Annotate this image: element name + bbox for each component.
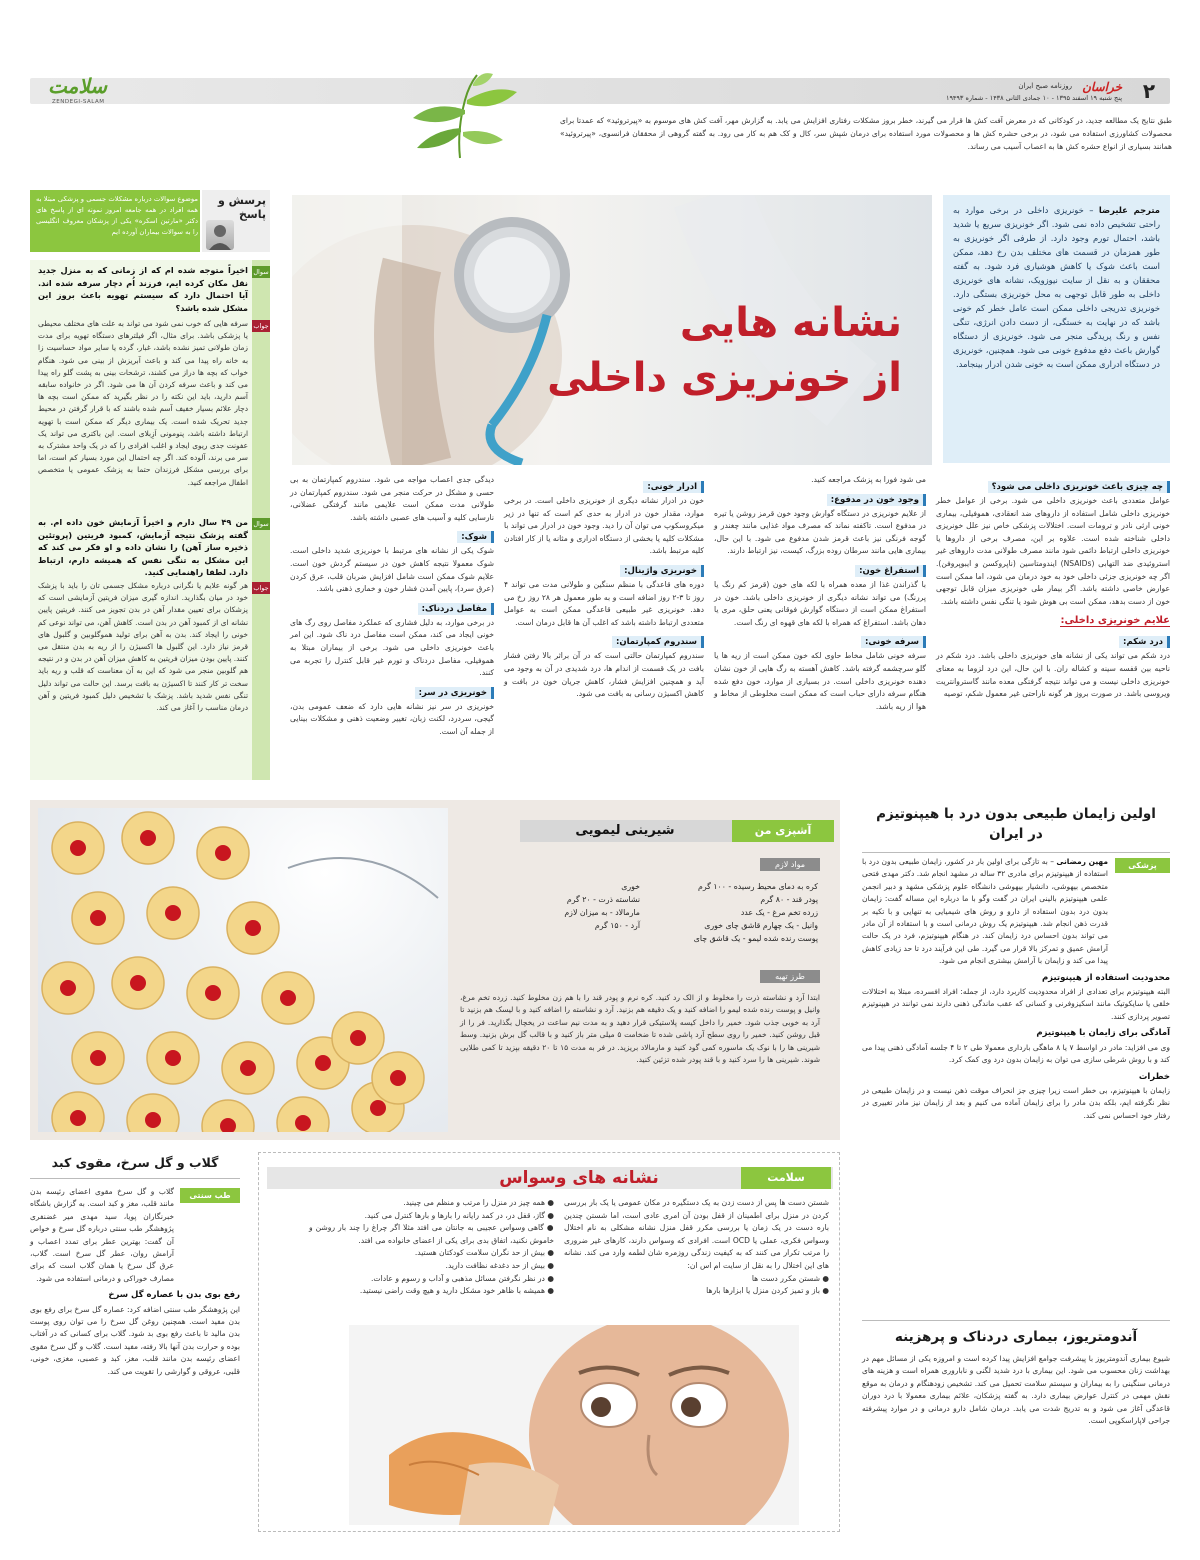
ocd-bullet: ● همه چیز در منزل را مرتب و منظم می چینید. — [403, 1198, 554, 1207]
c4-sub3: خونریزی در سر: — [415, 687, 494, 699]
ocd-title: نشانه های وسواس — [499, 1168, 659, 1188]
cookies-photo — [38, 808, 448, 1132]
paper-name: خراسان — [1082, 80, 1122, 94]
a1-label: جواب — [253, 322, 269, 330]
ingredient: وانیل - یک چهارم قاشق چای خوری — [704, 921, 818, 930]
golab-sub: رفع بوی بدن با عصاره گل سرخ — [108, 1290, 240, 1301]
section-logo-latin: ZENDEGI-SALAM — [52, 99, 105, 105]
zayman-text2: وی می افزاید: مادر در اواسط ۷ یا ۸ ماهگی بارداری معمولا طی ۲ تا ۴ جلسه آمادگی ذهنی پیدا می کند و با روش شرطی سازی می توان به زایمان بدون درد وی کمک کرد. — [862, 1042, 1171, 1065]
ocd-col-2 — [309, 1197, 554, 1298]
zayman-text: به تازگی برای اولین بار در کشور، زایمان طبیعی بدون درد با استفاده از هیپنوتیزم برای مادری ۳۲ ساله در مشهد انجام شد. دکتر مهدی فتحی متخصص بیهوشی، دانشیار بیهوشی دانشگاه علوم پزشکی مشهد و دبیر انجمن علمی هیپنوتیزم بالینی ایران در گفت وگو با ما درباره این مساله گفت: زایمان بدون درد بدون استفاده از دارو و روش های شیمیایی به تنهایی و با تکیه بر قدرت ذهن انجام شد. هیپنوتیزم یک روش درمانی است و با استفاده از آن مادر می تواند بدون احساس درد زایمان کند. در هنگام هیپنوتیزم، فرد در یک حالت آرامش عمیق و تمرکز بالا قرار می گیرد. طی این فرآیند درد تا حد زیادی کاهش پیدا می کند و زایمان با آرامش بیشتری انجام می شود. — [862, 857, 1109, 966]
c4-text2: شوک یکی از نشانه های مرتبط با خونریزی شدید داخلی است. شوک معمولا نتیجه کاهش خون در سیستم گردش خون است. علایم شوک ممکن است شامل افزایش ضربان قلب، عرق کردن (عرق سرد)، پایین آمدن فشار خون و خماری ذهنی باشد. — [290, 546, 494, 594]
q1-label: سوال — [253, 268, 269, 276]
hero-title-1: نشانه هایی — [679, 300, 902, 346]
endometriosis-title: آندومتریوز، بیماری دردناک و پرهزینه — [894, 1329, 1138, 1345]
c2-text2: از علایم خونریزی در دستگاه گوارش وجود خون قرمز روشن یا تیره در مدفوع است. تاکفته نماند که مصرف مواد غذایی مانند چغندر و گوجه فرنگی نیز باعث قرمز شدن مدفوع می شود. با این حال، بیماری هایی مانند سرطان روده بزرگ، کیست، نیز ارتباط دارند. — [714, 508, 926, 556]
zayman-title: اولین زایمان طبیعی بدون درد با هیپنوتیزم در ایران — [862, 800, 1170, 853]
c4-text: دیدگی جدی اعصاب مواجه می شود. سندروم کمپارتمان به بی حسی و مشکل در حرکت منجر می شود. سندروم کمپارتمان در طولانی مدت ممکن است علایمی مانند گرفتگی عضلانی، نارسایی کلیه و آسیب های عصبی داشته باشد. — [290, 475, 494, 522]
plant-icon — [395, 70, 525, 160]
ocd-bullet: ● بیش از حد نگران سلامت کودکتان هستید. — [414, 1248, 554, 1258]
col-3 — [504, 474, 704, 784]
hero-title-2: از خونریزی داخلی — [547, 355, 902, 401]
cookies-illustration — [38, 808, 448, 1132]
c2-text3: با گذراندن غذا از معده همراه با لکه های خون (قرمز کم رنگ یا پررنگ) می تواند نشانه دیگری از خونریزی داخلی باشد. خون در استفراغ ممکن است از دستگاه گوارش فوقانی یعنی حلق، مری یا دهان باشد. استفراغ که همراه با لکه های قهوه ای رنگ است. — [714, 579, 926, 627]
golab-article — [30, 1152, 240, 1532]
zayman-text3: زایمان با هیپنوتیزم، بی خطر است زیرا چیزی جز انحراف موقت ذهن نیست و در زایمان طبیعی در نظر نگرفته ایم، بلکه بدن مادر را برای زایمان آماده می کنیم و بعد از زایمان نیز مادر تغییری در رفتار خود احساس نمی کند. — [862, 1085, 1170, 1120]
qa-heading: پرسش و پاسخ — [217, 194, 266, 221]
zayman-sub3: خطرات — [1138, 1071, 1170, 1082]
a1-text: سرفه هایی که خوب نمی شود می تواند به علت های مختلف محیطی یا پزشکی باشد. برای مثال، اگر فیلترهای دستگاه تهویه برای مدت زمان طولانی تمیز نشده باشد، غبار، گرده یا سایر مواد حساسیت زا به خانه راه پیدا می کند و باعث آبریزش از بینی می شود. هنگام خواب که بچه ها دراز می کشند، ترشحات بینی به پشت گلو راه پیدا می کند و باعث سرفه کردن آن ها می شود. اگر در خانواده سابقه آسم دارید، باید این نکته را در نظر بگیرید که ممکن است بچه ها دچار علائم بسیار خفیف آسم شده باشند که با قرار گرفتن در محیط جدید تحریک شده است. یک بیماری دیگر که ممکن است با تهویه ارتباط داشته باشد، پنومونی اَزِبلای است. این باکتری می تواند یک عفونت جدی ریوی ایجاد و اغلب افرادی را که در یک واحد مشترک به سر می برند، آلوده کند. اگر چه احتمال این مورد بسیار کم است، اما برای بررسی مشکل فرزندان حتما به پزشک عمومی یا متخصص اطفال مراجعه کنید. — [38, 319, 248, 487]
qa-intro-box — [30, 190, 200, 252]
ocd-bullet: ● همیشه با ظاهر خود مشکل دارید و هیچ وقت راضی نیستید. — [359, 1286, 554, 1296]
zayman-article — [862, 800, 1170, 1210]
ing-col-1 — [648, 880, 818, 945]
golab-body — [30, 1186, 240, 1378]
c4-text3: در برخی موارد، به دلیل فشاری که عملکرد مفاصل روی رگ های خونی ایجاد می کند، ممکن است مفاصل درد ناک شود. این امر باعث خونریزی داخلی می شود. برخی از بیماران مبتلا به هموفیلی، مفاصل دردناک و تورم غیر قابل کنترل را تجربه می کنند. — [290, 617, 494, 678]
c3-sub3: سندروم کمپارتمان: — [612, 636, 704, 648]
ocd-col-1 — [564, 1197, 829, 1298]
cooking-section — [30, 800, 840, 1140]
q1-text: اخیراً متوجه شده ام که از زمانی که به منزل جدید نقل مکان کرده ایم، فرزند اُم دچار سرفه شده اند. آیا احتمال دارد که سیستم تهویه باعث بروز این مشکل شده باشد؟ — [38, 265, 248, 313]
ing-label: مواد لازم — [760, 858, 820, 871]
qa-heading-box — [202, 190, 270, 252]
person-icon — [206, 220, 234, 250]
c2-sub2: استفراغ خون: — [855, 565, 926, 577]
golab-tag: طب سنتی — [180, 1188, 240, 1203]
q2-text: من ۴۹ سال دارم و اخیراً آزمایش خون داده ام. به گفته پزشک نتیجه آزمایش، کمبود فریتین (پروتئین ذخیره ساز آهن) را نشان داده و او فکر می کند که این مشکل به تنگی نفس که همیشه دارم، ارتباط دارد. لطفا راهنمایی کنید. — [38, 517, 248, 577]
ingredient: نشاسته ذرت - ۲۰ گرم — [566, 895, 640, 904]
ocd-bullet: ● باز و تمیز کردن منزل یا ابزارها بارها — [706, 1286, 829, 1296]
qa-sidebar — [30, 190, 270, 780]
ingredient: آرد - ۱۵۰ گرم — [594, 921, 640, 930]
ingredient: پوست رنده شده لیمو - یک قاشق چای — [693, 934, 818, 943]
date-line: پنج شنبه ۱۹ اسفند ۱۳۹۵ - ۱۰ جمادی الثانی ۱۴۳۸ - شماره ۱۹۴۹۳ — [945, 94, 1122, 102]
lead-box: مترجم علیرضا – خونریزی داخلی در برخی موارد به راحتی تشخیص داده نمی شود. اگر خونریزی سریع یا شدید باشد، احتمال تورم وجود دارد. از طرفی اگر خونریزی به طور همزمان در قسمت های مختلف بدن رخ دهد، ممکن است باعث شوک یا کاهش هوشیاری فرد شود. به گفته محققان و به نقل از سایت نیوزویک، نشانه های خونریزی داخلی به طور قابل توجهی به محل خونریزی بستگی دارد. خونریزی تدریجی داخلی ممکن است عامل خطر کم خونی باشد که در نهایت به خستگی، از دست دادن انرژی، تنگی نفس و رنگ پریدگی منجر می شود. خونریزی از دستگاه گوارش باعث دفع مدفوع خونی می شود. همچنین، خونریزی در دستگاه ادراری ممکن است به خونی شدن ادرار بینجامد. — [943, 195, 1170, 463]
lead-byline: مترجم علیرضا — [1098, 205, 1160, 215]
zayman-byline: مهین رمضانی — [1056, 857, 1109, 866]
page-number: ۲ — [1142, 79, 1156, 103]
col-2 — [714, 474, 926, 784]
ocd-bullet: ● گاز، قفل در، در کمد رایانه را بارها و بارها کنترل می کنید. — [364, 1210, 554, 1220]
ingredient: خوری — [621, 882, 640, 891]
golab-text2: این پژوهشگر طب سنتی اضافه کرد: عصاره گل سرخ برای رفع بوی بدن مفید است. همچنین روغن گل سرخ را می توان روی پوست بدن مالید تا باعث رفع بوی بد شود. گلاب برای کسانی که در آفتاب بوده و حرارت بدن آنها بالا رفته، مفید است. گلاب و گل سرخ مقوی اعضای رئیسه بدن مانند قلب، مغز، کبد و عصبی، مغزی، خونی، قلبی، عروقی و گوارشی را تقویت می کند. — [30, 1304, 240, 1376]
c1-text2: درد شکم می تواند یکی از نشانه های خونریزی داخلی باشد. درد شکم در ناحیه بین قفسه سینه و کشاله ران. با این حال، این درد لزوما به معنای خونریزی داخلی نیست و می تواند نتیجه گرفتگی معده مانند گاستروانتریت ویروسی باشد. در صورت بروز هر گونه ناراحتی غیر معمول شکم، توصیه — [936, 651, 1170, 699]
endometriosis-text: شیوع بیماری آندومتریوز با پیشرفت جوامع افزایش پیدا کرده است و امروزه یکی از مسائل مهم در بهداشت زنان محسوب می شود. این بیماری با درد شدید لگنی و ناباروری همراه است و هزینه های درمانی سنگینی را به بیماران و سیستم سلامت تحمیل می کند. تشخیص زودهنگام و درمان به موقع نقش مهمی در کنترل عوارض بیماری دارد. به گفته پزشکان، علائم بیماری معمولا با درد دوران قاعدگی آغاز می شود و به تدریج شدت می یابد. درمان شامل دارو درمانی و در موارد پیشرفته جراحی لاپاراسکوپی است. — [862, 1354, 1170, 1426]
paper-sub: روزنامه صبح ایران — [1018, 82, 1072, 90]
method-label: طرز تهیه — [760, 970, 820, 983]
c3-sub2: خونریزی واژینال: — [620, 565, 704, 577]
cooking-tag: آشپزی من — [732, 820, 834, 842]
ingredient: زرده تخم مرغ - یک عدد — [740, 908, 818, 917]
ing-col-2 — [520, 880, 640, 932]
hero-image — [292, 195, 932, 465]
ocd-bullet: ● در نظر نگرفتن مسائل مذهبی و آداب و رسوم و عادات. — [371, 1273, 554, 1283]
c1-sign: علایم خونریزی داخلی: — [1060, 615, 1170, 627]
c4-sub2: مفاصل دردناک: — [418, 603, 494, 615]
c3-text2: دوره های قاعدگی با منظم سنگین و طولانی مدت می تواند ۴ روز تا ۳-۲ روز اضافه است و به طور معمول هر ۲۸ روز رخ می دهد. خونریزی غیر طبیعی قاعدگی ممکن است به عوامل متعددی ارتباط داشته باشد که اغلب آن ها قابل درمان است. — [504, 579, 704, 627]
c1-text: عوامل متعددی باعث خونریزی داخلی می شود. برخی از عوامل خطر خونریزی داخلی شامل استفاده از داروهای ضد انعقادی، هموفیلی، بیماری خونی ارثی نادر و ترومات است. اختلالات پزشکی خاص نیز علل خونریزی داخلی شناخته شده است. علاوه بر این، مصرف برخی از داروها یا خونریزی داخلی ارتباط دائمی شود مانند مصرف طولانی مدت داروهای غیر استروئیدی ضد التهابی (NSAIDs) ایندومتاسین (ناپروکسن و ایبوپروفن). اگر چه خونریزی جزئی داخلی خود به خود درمان می شود، اما ممکن است عوارض خاصی داشته باشد. اگر بیمار طی خونریزی میزان قابل توجهی خون از دست بدهد، ممکن است بی هوش شود یا تنگی نفس داشته باشد. — [936, 496, 1170, 606]
ocd-bullet: ● شستن مکرر دست ها — [751, 1273, 829, 1283]
c2-text4: سرفه خونی شامل مخاط حاوی لکه خون ممکن است از ریه ها یا گلو سرچشمه گرفته باشد. کاهش آهسته به رگ هایی از خون نشان دهنده خونریزی داخلی است. در بسیاری از موارد، خون دفع شده هنگام سرفه دارای حباب است که ممکن است مخلوطی از مخاط و هوا از ریه باشد. — [714, 651, 926, 711]
ocd-photo — [349, 1325, 799, 1525]
c3-sub: ادرار خونی: — [643, 481, 704, 493]
ocd-bullet: ● گاهی وسواس عجیبی به جانتان می افتد مثلا اگر چراغ را چند بار روشن و خاموش نکنید، اتفاق بدی برای یکی از اعضای خانواده می افتد. — [309, 1223, 554, 1245]
masthead — [30, 72, 1170, 110]
section-logo — [30, 72, 140, 110]
ocd-bullet: ● بیش از حد دغدغه نظافت دارید. — [445, 1260, 554, 1270]
ingredient: پودر قند - ۸۰ گرم — [760, 895, 818, 904]
endometriosis-article — [862, 1320, 1170, 1535]
lead-text: خونریزی داخلی در برخی موارد به راحتی تشخیص داده نمی شود. اگر خونریزی سریع یا شدید باشد، احتمال تورم وجود دارد. از طرفی اگر خونریزی به طور همزمان در قسمت های مختلف بدن رخ دهد، ممکن است باعث شوک یا کاهش هوشیاری فرد شود. به گفته محققان و به نقل از سایت نیوزویک، نشانه های خونریزی داخلی به طور قابل توجهی به محل خونریزی بستگی دارد. خونریزی تدریجی داخلی ممکن است عامل خطر کم خونی باشد که در نهایت به خستگی، از دست دادن انرژی، تنگی نفس و رنگ پریدگی منجر می شود. خونریزی از دستگاه گوارش باعث دفع مدفوع خونی می شود. همچنین، خونریزی در دستگاه ادراری ممکن است به خونی شدن ادرار بینجامد. — [953, 205, 1160, 369]
c3-text3: سندروم کمپارتمان حالتی است که در آن براثر بالا رفتن فشار بافت در یک قسمت از اندام ها، درد شدیدی در آن به وجود می آید و همچنین افزایش فشار، کاهش جریان خون در بافت و کاهش اکسیژن رسانی به بافت می شود. — [504, 651, 704, 699]
c1-sub2: درد شکم: — [1119, 636, 1170, 648]
c4-sub: شوک: — [457, 531, 494, 543]
a2-label: جواب — [253, 584, 269, 592]
zayman-text1: البته هیپنوتیزم برای تعدادی از افراد محدودیت کاربرد دارد، از جمله: افراد افسرده، مبتلا به اختلالات خلقی یا سایکوتیک مانند اسکیزوفرنی و کسانی که عقب ماندگی ذهنی دارند نمی توانند در هیپنوتیزم تصویر پردازی کنند. — [862, 987, 1170, 1021]
zayman-sub1: محدودیت استفاده از هیپنوتیزم — [1041, 972, 1170, 983]
method-text: ابتدا آرد و نشاسته ذرت را مخلوط و از الک رد کنید. کره نرم و پودر قند را با هم زن مخلوط کنید. زرده تخم مرغ، وانیل و پوست رنده شده لیمو را اضافه کنید و یک دقیقه هم بزنید. آرد و نشاسته را اضافه کنید و با لیسک هم بزنید تا آرد به خوبی جذب شود. خمیر را داخل کیسه پلاستیکی قرار دهید و به مدت نیم ساعت در یخچال بگذارید. فر را از قبل روشن کنید. خمیر را روی سطح آرد پاشی شده تا ضخامت ۵ میلی متر باز کنید و با قالب گل برش بزنید. وسط شیرینی ها را با نوک یک ماسوره کمی گود کنید و مارمالاد بریزید. در فر به مدت ۱۵ تا ۲۰ دقیقه بپزید تا کمی طلایی شوند. شیرینی ها را سرد کنید و با قند پودر شده تزئین کنید. — [460, 993, 821, 1065]
section-logo-text: سلامت — [48, 74, 108, 98]
c2-sub: وجود خون در مدفوع: — [827, 494, 926, 506]
doctor-avatar — [206, 220, 234, 250]
zayman-sub2: آمادگی برای زایمان با هیپنوتیزم — [1036, 1028, 1170, 1039]
ocd-col1-text: شستن دست ها پس از دست زدن به یک دستگیره در مکان عمومی یا یک بار بررسی کردن در منزل برای اطمینان از قفل بودن آن امری عادی است، اما شستن چندین باره دست در یک زمان یا بررسی مکرر قفل منزل نشانه مشکلی به نام اختلال وسواس فکری، عملی یا OCD است. افرادی که وسواس دارند، کارهای غیر ضروری را مرتب تکرار می کنند که به کیفیت زندگی روزمره شان لطمه وارد می کند. نشانه های این اختلال را به نقل از سایت ام اس ان: — [564, 1198, 829, 1270]
ingredient: کره به دمای محیط رسیده - ۱۰۰ گرم — [698, 882, 818, 891]
col-1 — [936, 474, 1170, 784]
c4-text4: خونریزی در سر نیز نشانه هایی دارد که ضعف عمومی بدن، گیجی، سردرد، لکنت زبان، تغییر وضعیت ذهنی و مشکلات بینایی از جمله آن است. — [290, 701, 494, 736]
c2-sub3: سرفه خونی: — [861, 636, 926, 648]
ocd-tag: سلامت — [741, 1167, 831, 1189]
q2-label: سوال — [253, 520, 269, 528]
intro-text: طبق نتایج یک مطالعه جدید، در کودکانی که در معرض آفت کش ها قرار می گیرند، خطر بروز مشکلات رفتاری افزایش می یابد. به گزارش مهر، آفت کش های موسوم به «پیرتروئید» که عمدتا برای محصولات کشاورزی استفاده می شود، در برخی حشره کش ها و محصولات مورد استفاده برای درمان شپش سر، کال و کک هم به کار می رود. به گفته گروهی از محققان فرانسوی، «پیرتروئید» همانند بسیاری از انواع حشره کش ها به اعصاب آسیب می رساند. — [560, 116, 1172, 151]
man-cleaning-illustration — [349, 1325, 799, 1525]
c2-text: می شود فورا به پزشک مراجعه کنید. — [811, 475, 926, 484]
c1-sub: چه چیزی باعث خونریزی داخلی می شود؟ — [988, 481, 1170, 493]
c3-text: خون در ادرار نشانه دیگری از خونریزی داخلی است. در برخی موارد، مقدار خون در ادرار به حدی کم است که تنها در زیر میکروسکوپ می توان آن را دید. وجود خون در ادرار می تواند با مشکلات کلیه یا بخشی از دستگاه ادراری و مثانه یا از کار افتادن کلیه مرتبط باشد. — [504, 496, 704, 556]
col-4 — [290, 474, 494, 784]
zayman-tag: پزشکی — [1115, 858, 1170, 873]
zayman-body: مهین رمضانی – به تازگی برای اولین بار در کشور، زایمان طبیعی بدون درد با استفاده از هیپنوتیزم برای مادری ۳۲ ساله در مشهد انجام شد. دکتر مهدی فتحی متخصص بیهوشی، دانشیار بیهوشی دانشگاه علوم پزشکی مشهد و دبیر انجمن علمی هیپنوتیزم بالینی ایران در گفت وگو با ما درباره این مساله گفت: زایمان بدون درد بدون استفاده از دارو و روش های شیمیایی به تنهایی و با تکیه بر قدرت ذهن انجام شد. هیپنوتیزم یک روش درمانی است و با استفاده از آن مادر می تواند بدون احساس درد زایمان کند. در هنگام هیپنوتیزم، فرد در یک حالت آرامش عمیق و تمرکز بالا قرار می گیرد. طی این فرآیند درد تا حد زیادی کاهش پیدا می کند و زایمان با آرامش بیشتری انجام می شود. محدودیت استفاده از هیپنوتیزم البته هیپنوتیزم برای تعدادی از افراد محدودیت کاربرد دارد، از جمله: افراد افسرده، مبتلا به اختلالات خلقی یا سایکوتیک مانند اسکیزوفرنی و کسانی که عقب ماندگی ذهنی دارند نمی توانند در هیپنوتیزم تصویر پردازی کنند. آمادگی برای زایمان با هیپنوتیزم وی می افزاید: مادر در اواسط ۷ یا ۸ ماهگی بارداری معمولا طی ۲ تا ۴ جلسه آمادگی ذهنی پیدا می کند و با روش شرطی سازی می توان به زایمان بدون درد وی کمک کرد. خطرات زایمان با هیپنوتیزم، بی خطر است زیرا چیزی جز انحراف موقت ذهن نیست و در زایمان طبیعی در نظر نگرفته ایم، بلکه بدن مادر را برای زایمان آماده می کنیم و بعد از زایمان نیز مادر تغییری در رفتار خود احساس نمی کند. — [862, 856, 1170, 1122]
a2-text: هر گونه علایم یا نگرانی درباره مشکل جسمی تان را باید با پزشک خود در میان بگذارید. اندازه گیری میزان فریتین آزمایشی است که پزشکان برای تعیین مقدار آهن در بدن تجویز می کنند. فریتین پایین نشانه ای از کمبود آهن در بدن است. کاهش آهن، می تواند نوعی کم خونی را ایجاد کند. بدن به آهن برای تولید هموگلوبین و گلبول های قرمز نیاز دارد. این گلبول ها اکسیژن را از ریه به بدن منتقل می کنند. پایین بودن میزان فریتین به کاهش میزان آهن در بدن و در نتیجه هم گلوبین منجر می شود که این به آن معناست که قلب و ریه باید سخت تر کار کنند تا اکسیژن به بافت برسد. این حالت می تواند دلیل تنگی نفس شدید باشد. پزشک با تشخیص دلیل کمبود فریتین و آهن درمان مناسب را آغاز می کند. — [38, 581, 248, 713]
golab-title: گلاب و گل سرخ، مقوی کبد — [30, 1152, 240, 1179]
ingredient: مارمالاد - به میزان لازم — [564, 908, 640, 917]
qa-intro: موضوع سوالات درباره مشکلات جسمی و پزشکی مبتلا به همه افراد در همه جامعه امروز نمونه ای از پاسخ های دکتر «مارتین اسکره» یکی از پزشکان معروف انگلیسی را به سوالات بیماران آورده ایم — [36, 195, 198, 236]
ocd-article — [258, 1152, 840, 1532]
golab-text: گلاب و گل سرخ مقوی اعضای رئیسه بدن مانند قلب، مغز و کبد است. به گزارش باشگاه خبرنگاران پویا، سید مهدی میر غضنفری پژوهشگر طب سنتی درباره گل سرخ و خواص آن گفت: بهترین عطر برای تمدد اعصاب و آرامش روان، عطر گل سرخ است. گلاب، عرق گل سرخ یا همان گلاب است که برای مصارف خوراکی و درمانی استفاده می شود. — [30, 1187, 174, 1283]
cooking-title: شیرینی لیمویی — [575, 823, 675, 838]
